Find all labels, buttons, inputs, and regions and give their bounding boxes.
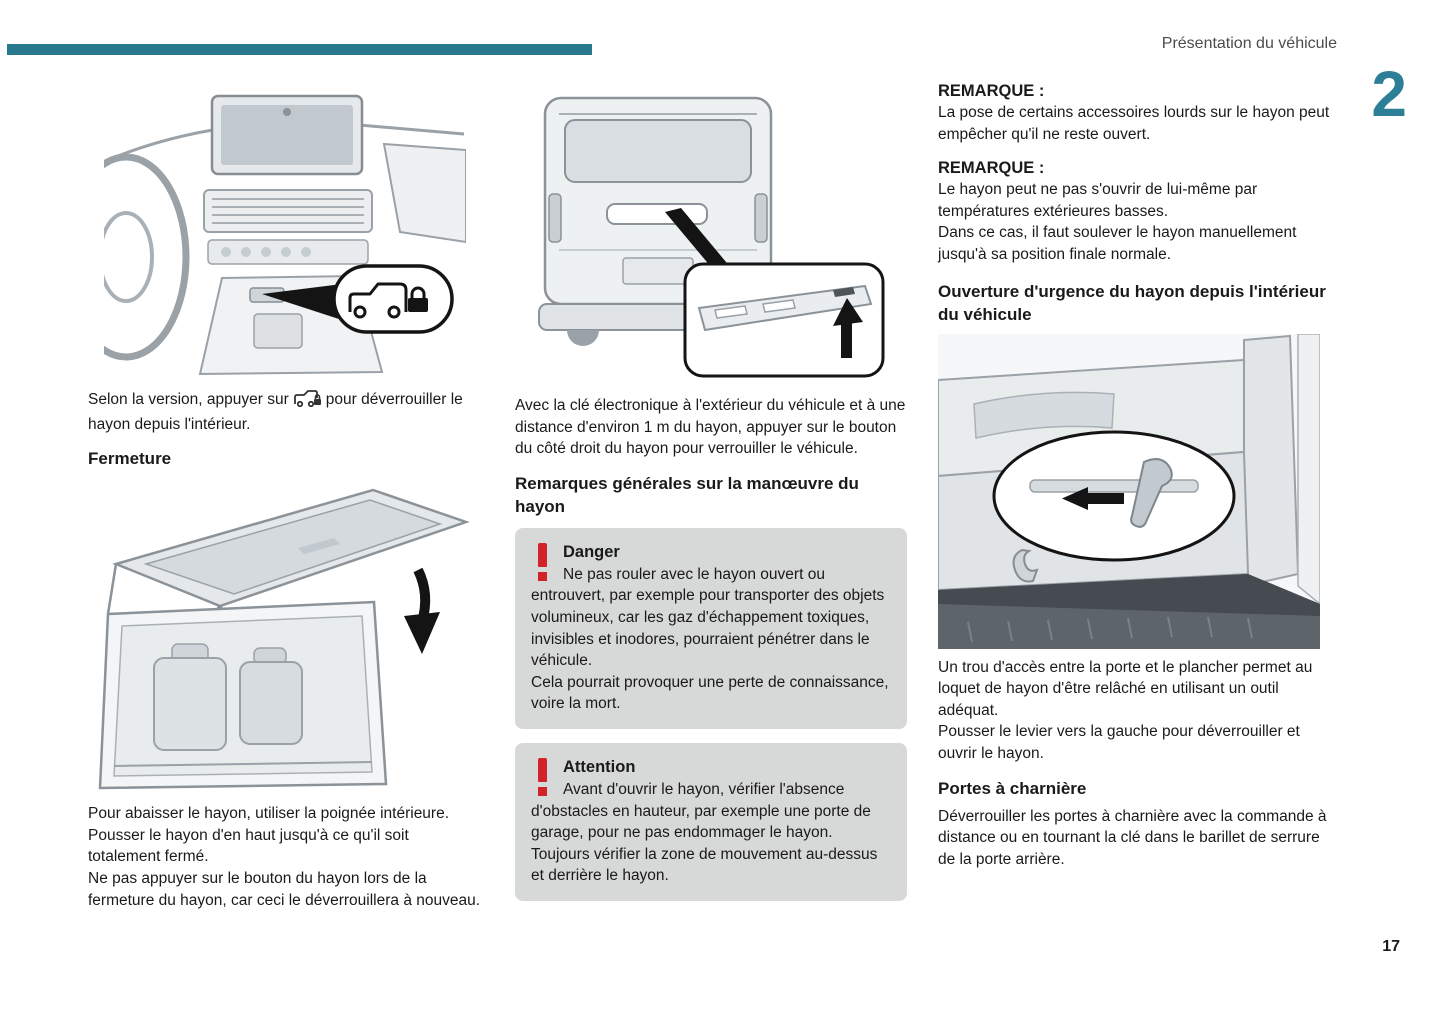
tailgate-open-illustration-svg bbox=[88, 478, 481, 795]
emergency-opening-heading: Ouverture d'urgence du hayon depuis l'intérieur du véhicule bbox=[938, 281, 1326, 324]
van-rear-illustration-svg bbox=[515, 82, 892, 385]
remark-2-label: REMARQUE : bbox=[938, 159, 1045, 178]
danger-box bbox=[515, 528, 907, 729]
remark-1-text: La pose de certains accessoires lourds sur le hayon peut empêcher qu'il ne reste ouvert. bbox=[938, 104, 1330, 143]
attention-paragraph-1: Avant d'ouvrir le hayon, vérifier l'absence d'obstacles en hauteur, par exemple une porte de garage, pour ne pas endommager le hayon. Toujours vérifier la zone de mouvement au-dessus et derrière le hayon. bbox=[531, 780, 878, 885]
lever-callout bbox=[994, 432, 1234, 560]
middle-column bbox=[515, 82, 907, 901]
remark-1-label: REMARQUE : bbox=[938, 82, 1045, 100]
key-lock-paragraph: Avec la clé électronique à l'extérieur du véhicule et à une distance d'environ 1 m du hayon, appuyer sur le bouton du côté droit du hayon pour verrouiller le véhicule. bbox=[515, 397, 906, 458]
dashboard-illustration bbox=[104, 82, 481, 375]
header-accent-bar bbox=[7, 44, 592, 55]
closing-heading: Fermeture bbox=[88, 449, 172, 469]
chapter-number: 2 bbox=[1371, 58, 1407, 130]
attention-exclamation-icon bbox=[533, 758, 553, 800]
emergency-paragraph-1: Un trou d'accès entre la porte et le plancher permet au loquet de hayon d'être relâché en utilisant un outil adéquat. bbox=[938, 658, 1313, 719]
down-arrow-icon bbox=[404, 570, 440, 654]
danger-paragraph-1: Ne pas rouler avec le hayon ouvert ou entrouvert, par exemple pour transporter des objets volumineux, car les gaz d'échappement toxiques, invisibles et inodores, pourraient pénétrer dans le véhicule. bbox=[531, 565, 885, 670]
left-column bbox=[88, 82, 481, 911]
dashboard-illustration-svg bbox=[104, 82, 466, 375]
unlock-paragraph bbox=[88, 389, 481, 435]
page-header-title: Présentation du véhicule bbox=[1161, 35, 1337, 52]
unlock-text-after: pour déverrouiller le hayon depuis l'intérieur. bbox=[88, 391, 463, 433]
danger-title: Danger bbox=[563, 542, 620, 561]
right-column bbox=[938, 80, 1331, 870]
tailgate-open-illustration bbox=[88, 478, 481, 795]
tailgate-unlock-callout bbox=[334, 266, 452, 332]
remark-2-text-2: Dans ce cas, il faut soulever le hayon manuellement jusqu'à sa position finale normale. bbox=[938, 224, 1297, 263]
closing-paragraph-2: Ne pas appuyer sur le bouton du hayon lors de la fermeture du hayon, car ceci le déverrouillera à nouveau. bbox=[88, 869, 481, 909]
danger-exclamation-icon bbox=[533, 543, 553, 585]
hinged-doors-paragraph: Déverrouiller les portes à charnière avec la commande à distance ou en tournant la clé dans le barillet de serrure de la porte arrière. bbox=[938, 807, 1327, 868]
hinged-doors-heading: Portes à charnière bbox=[938, 778, 1087, 798]
attention-box bbox=[515, 743, 907, 901]
unlock-text-before: Selon la version, appuyer sur bbox=[88, 391, 289, 408]
interior-lever-illustration bbox=[938, 334, 1331, 649]
page-number: 17 bbox=[1382, 938, 1400, 955]
interior-lever-illustration-svg bbox=[938, 334, 1320, 649]
attention-title: Attention bbox=[563, 757, 636, 776]
tailgate-unlock-inline-icon bbox=[293, 390, 321, 414]
closing-paragraph-1: Pour abaisser le hayon, utiliser la poignée intérieure. Pousser le hayon d'en haut jusqu'à ce qu'il soit totalement fermé. bbox=[88, 805, 450, 866]
general-remarks-heading: Remarques générales sur la manœuvre du hayon bbox=[515, 473, 859, 516]
emergency-paragraph-2: Pousser le levier vers la gauche pour déverrouiller et ouvrir le hayon. bbox=[938, 723, 1300, 762]
tailgate-button-callout bbox=[685, 264, 883, 376]
van-rear-illustration bbox=[515, 82, 907, 385]
remark-2-text-1: Le hayon peut ne pas s'ouvrir de lui-même par températures extérieures basses. bbox=[938, 181, 1258, 220]
danger-paragraph-2: Cela pourrait provoquer une perte de connaissance, voire la mort. bbox=[531, 673, 889, 713]
